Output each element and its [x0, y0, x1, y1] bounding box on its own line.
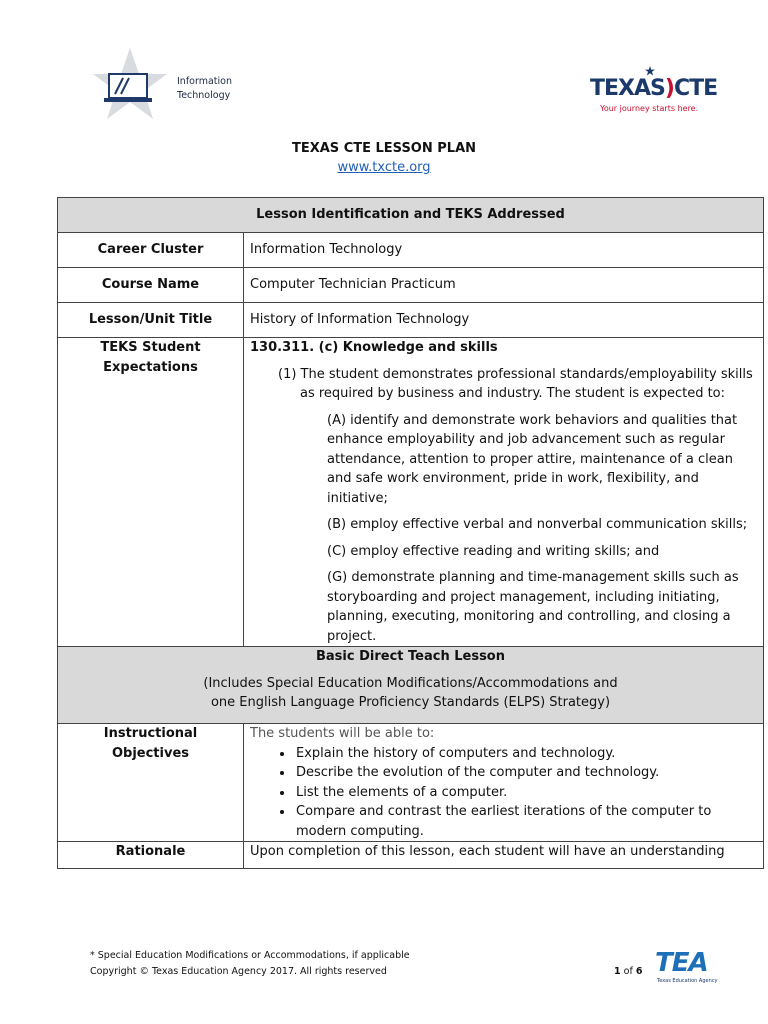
texas-cte-logo: [590, 66, 718, 120]
teks-item-b: (B) employ effective verbal and nonverbal communication skills;: [327, 517, 748, 532]
teks-intro: (1) The student demonstrates professional standards/employability skills as required by business and industry. The student is expected to:: [278, 366, 753, 401]
section-header-row: [58, 198, 764, 233]
teks-item-g: (G) demonstrate planning and time-management skills such as storyboarding and project management, including initiating, planning, executing, monitoring and controlling, and closing a project.: [327, 570, 739, 644]
texas-cte-left: TEXAS: [590, 76, 665, 101]
rationale-label: Rationale: [58, 842, 244, 869]
tea-wordmark: TEA: [655, 948, 708, 978]
teks-item-c: (C) employ effective reading and writing skills; and: [327, 543, 660, 559]
teks-item-a: (A) identify and demonstrate work behaviors and qualities that enhance employability and job advancement such as regular attendance, attention to proper attire, maintenance of a clean and safe work environment, pride in work, flexibility, and initiative;: [327, 412, 738, 506]
page-of: of: [623, 966, 633, 977]
objectives-row: [58, 724, 764, 842]
objectives-intro: The students will be able to:: [250, 726, 435, 741]
cluster-logo-line2: Technology: [177, 90, 231, 101]
document-title: TEXAS CTE LESSON PLAN: [291, 141, 477, 156]
tea-subtitle: Texas Education Agency: [657, 978, 718, 984]
table-row: [58, 303, 764, 338]
teks-label: TEKS Student Expectations: [58, 338, 244, 647]
objectives-label: Instructional Objectives: [58, 724, 244, 842]
section-title-lesson-identification: Lesson Identification and TEKS Addressed: [58, 198, 764, 233]
star-icon: [645, 66, 655, 76]
swoosh-icon: ): [664, 76, 674, 101]
cluster-logo-text: [177, 75, 232, 103]
list-item: • List the elements of a computer.: [294, 783, 757, 803]
texas-cte-wordmark: [590, 76, 717, 101]
list-item: • Describe the evolution of the computer and technology.: [294, 763, 757, 783]
section-note-line2: one English Language Proficiency Standards (ELPS) Strategy): [210, 695, 611, 710]
section-header-row: [58, 647, 764, 724]
page-current: 1: [614, 966, 621, 977]
page-number: [614, 966, 642, 977]
list-item: • Explain the history of computers and technology.: [294, 744, 757, 764]
objectives-list: [250, 744, 757, 842]
page-total: 6: [635, 966, 643, 977]
information-technology-logo: [90, 46, 170, 122]
teks-row: [58, 338, 764, 647]
section-basic-direct-teach: [58, 647, 764, 724]
footer-copyright: Copyright © Texas Education Agency 2017. All rights reserved: [90, 966, 387, 977]
table-row: [58, 268, 764, 303]
teks-value: [244, 338, 764, 647]
footer-note: * Special Education Modifications or Accommodations, if applicable: [90, 950, 410, 961]
section-note-line1: (Includes Special Education Modifications/Accommodations and: [203, 675, 618, 691]
tea-logo: [655, 950, 721, 990]
objectives-value: [244, 724, 764, 842]
teks-heading: 130.311. (c) Knowledge and skills: [250, 340, 498, 355]
table-row: [58, 233, 764, 268]
career-cluster-value: Information Technology: [244, 233, 764, 268]
website-link[interactable]: www.txcte.org: [337, 160, 431, 175]
cluster-logo-line1: Information: [177, 76, 232, 87]
star-laptop-icon: [90, 46, 170, 122]
lesson-title-value: History of Information Technology: [244, 303, 764, 338]
lesson-plan-table: [57, 197, 764, 869]
texas-cte-right: CTE: [673, 76, 718, 101]
list-item: • Compare and contrast the earliest iterations of the computer to modern computing.: [294, 802, 757, 841]
texas-cte-tagline: Your journey starts here.: [600, 104, 699, 113]
rationale-row: [58, 842, 764, 869]
rationale-value: Upon completion of this lesson, each student will have an understanding: [244, 842, 764, 869]
section-title-basic-direct-teach: Basic Direct Teach Lesson: [315, 649, 505, 664]
course-name-label: Course Name: [58, 268, 244, 303]
career-cluster-label: Career Cluster: [58, 233, 244, 268]
lesson-title-label: Lesson/Unit Title: [58, 303, 244, 338]
course-name-value: Computer Technician Practicum: [244, 268, 764, 303]
